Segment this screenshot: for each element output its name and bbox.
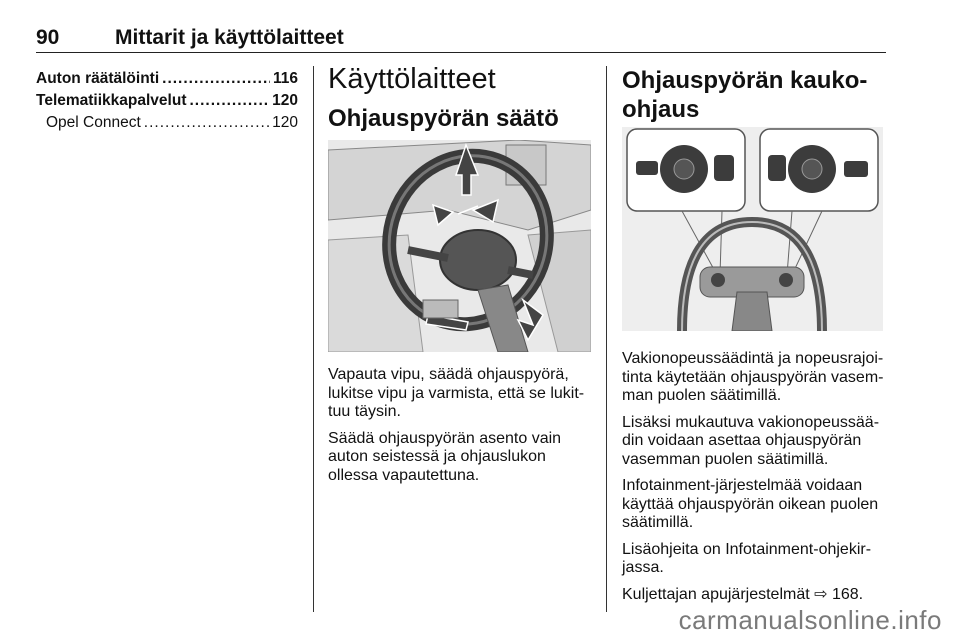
chapter-title: Mittarit ja käyttölaitteet bbox=[115, 26, 344, 49]
table-of-contents bbox=[36, 70, 298, 136]
steering-wheel-adjustment-illustration bbox=[328, 140, 591, 352]
crossref-arrow-icon: ⇨ bbox=[814, 585, 828, 603]
subsection-heading: Ohjauspyörän kauko-ohjaus bbox=[622, 67, 868, 123]
column-divider bbox=[313, 66, 314, 612]
toc-leader-dots bbox=[162, 70, 270, 88]
column-divider bbox=[606, 66, 607, 612]
paragraph: Vapauta vipu, säädä ohjauspyörä, lukitse vipu ja varmista, että se lukit-tuu täysin. bbox=[328, 366, 585, 420]
steering-remote-control-section bbox=[622, 62, 890, 124]
section-heading: Käyttölaitteet bbox=[328, 63, 496, 95]
steering-adjustment-section bbox=[328, 62, 593, 133]
subsection-heading: Ohjauspyörän säätö bbox=[328, 105, 559, 132]
toc-entry[interactable] bbox=[36, 70, 298, 92]
steering-wheel-controls-illustration bbox=[622, 127, 883, 331]
toc-entry-page: 120 bbox=[272, 114, 298, 131]
toc-leader-dots bbox=[189, 92, 269, 110]
page-header bbox=[36, 24, 886, 53]
toc-entry[interactable] bbox=[36, 92, 298, 114]
toc-entry-page: 116 bbox=[272, 70, 298, 87]
paragraph: Säädä ohjauspyörän asento vain auton seistessä ja ohjauslukon ollessa vapautettuna. bbox=[328, 429, 562, 484]
page-number: 90 bbox=[36, 26, 60, 49]
steering-controls-illustration bbox=[622, 127, 883, 331]
paragraph: Lisäksi mukautuva vakionopeussää-din voidaan asettaa ohjauspyörän vasemman puolen säätimillä. bbox=[622, 413, 880, 468]
paragraph: Lisäohjeita on Infotainment-ohjekir-jassa. bbox=[622, 540, 872, 576]
steering-remote-text bbox=[622, 350, 890, 604]
toc-leader-dots bbox=[144, 114, 269, 132]
paragraph: Vakionopeussäädintä ja nopeusrajoi-tinta käytetään ohjauspyörän vasem-man puolen säätimillä. bbox=[622, 350, 884, 404]
crossref-paragraph bbox=[622, 586, 890, 605]
toc-entry-label: Telematiikkapalvelut bbox=[36, 92, 187, 109]
crossref-text: Kuljettajan apujärjestelmät bbox=[622, 585, 810, 603]
steering-adjustment-text bbox=[328, 366, 596, 485]
watermark: carmanualsonline.info bbox=[678, 605, 942, 635]
toc-entry[interactable] bbox=[36, 114, 298, 136]
paragraph: Infotainment-järjestelmää voidaan käyttää ohjauspyörän oikean puolen säätimillä. bbox=[622, 477, 879, 531]
toc-entry-label: Opel Connect bbox=[46, 114, 141, 131]
toc-entry-page: 120 bbox=[272, 92, 298, 109]
steering-wheel-illustration bbox=[328, 140, 591, 352]
toc-entry-label: Auton räätälöinti bbox=[36, 70, 160, 87]
crossref-link[interactable]: 168. bbox=[831, 585, 864, 603]
